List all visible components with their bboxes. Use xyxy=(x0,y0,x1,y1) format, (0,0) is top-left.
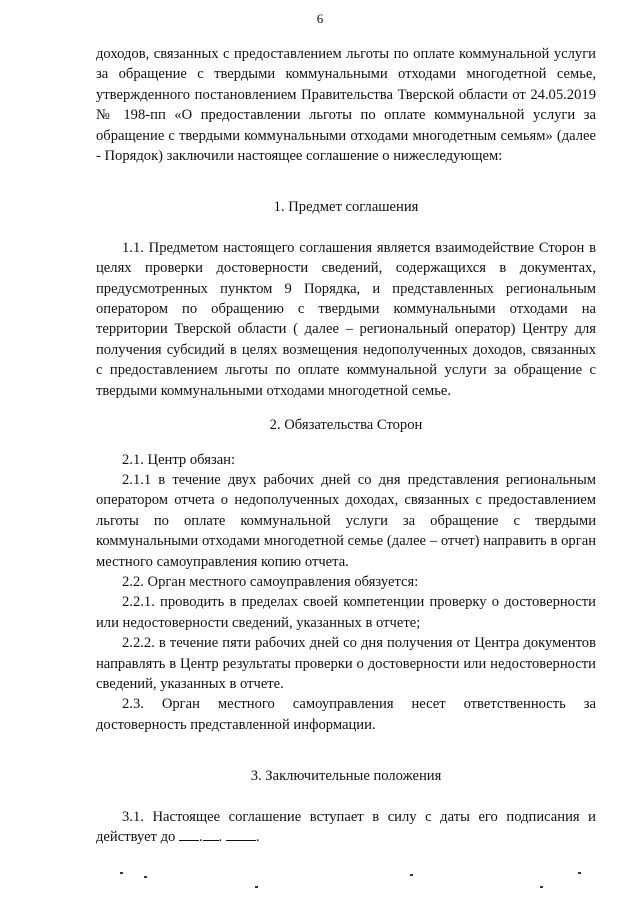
scan-speck xyxy=(410,874,413,876)
clause-2-2: 2.2. Орган местного самоуправления обязуется: xyxy=(122,573,419,590)
clause-1-1: 1.1. Предметом настоящего соглашения является взаимодействие Сторон в целях проверки достоверности сведений, содержащихся в документах, предусмотренных пунктом 9 Порядка, и представленных региональным оператором по обращению с твердыми коммунальными отходами на территории Тверской области ( далее – региональный оператор) Центру для получения субсидий в целях возмещения недополученных доходов, связанных с предоставлением льготы по оплате коммунальной услуги за обращение с твердыми коммунальными отходами многодетной семье. xyxy=(96,239,596,399)
clause-2-2-2: 2.2.2. в течение пяти рабочих дней со дня получения от Центра документов направлять в Центр результаты проверки о достоверности или недостоверности сведений, указанных в отчете. xyxy=(96,635,596,692)
scan-speck xyxy=(120,872,123,874)
date-end: . xyxy=(255,829,260,845)
document-body xyxy=(96,44,596,847)
date-separator-2: . xyxy=(218,829,223,845)
scan-speck xyxy=(255,886,258,888)
clause-2-2-1: 2.2.1. проводить в пределах своей компетенции проверку о достоверности или недостоверности сведений, указанных в отчете; xyxy=(96,594,596,631)
scan-speck xyxy=(540,886,543,888)
clause-2-1-1: 2.1.1 в течение двух рабочих дней со дня представления региональным оператором отчета о недополученных доходах, связанных с предоставлением льготы по оплате коммунальной услуги за обращение с твердыми коммунальными отходами многодетной семье (далее – отчет) направить в орган местного самоуправления копию отчета. xyxy=(96,471,596,570)
section-1-title: 1. Предмет соглашения xyxy=(273,199,419,216)
scan-speck xyxy=(144,876,147,878)
day-blank xyxy=(179,840,199,841)
clause-2-1: 2.1. Центр обязан: xyxy=(122,451,236,468)
clause-2-3: 2.3. Орган местного самоуправления несет ответственность за достоверность представленной информации. xyxy=(96,696,596,733)
scan-speck xyxy=(578,872,581,874)
page-number: 6 xyxy=(316,11,324,26)
section-2-title: 2. Обязательства Сторон xyxy=(269,417,423,434)
clause-3-1-text: 3.1. Настоящее соглашение вступает в силу с даты его подписания и действует до xyxy=(96,808,596,845)
section-3-title: 3. Заключительные положения xyxy=(250,768,442,785)
year-blank xyxy=(226,840,256,841)
scan-artifacts xyxy=(0,870,640,900)
month-blank xyxy=(203,840,219,841)
intro-paragraph: доходов, связанных с предоставлением льготы по оплате коммунальной услуги за обращение с твердыми коммунальными отходами многодетной семье, утвержденного постановлением Правительства Тверской области от 24.05.2019 № 198-пп «О предоставлении льготы по оплате коммунальной услуги за обращение с твердыми коммунальными отходами многодетным семьям» (далее - Порядок) заключили настоящее соглашение о нижеследующем: xyxy=(96,46,596,165)
clause-3-1 xyxy=(96,807,596,848)
date-separator-1: . xyxy=(198,829,203,845)
